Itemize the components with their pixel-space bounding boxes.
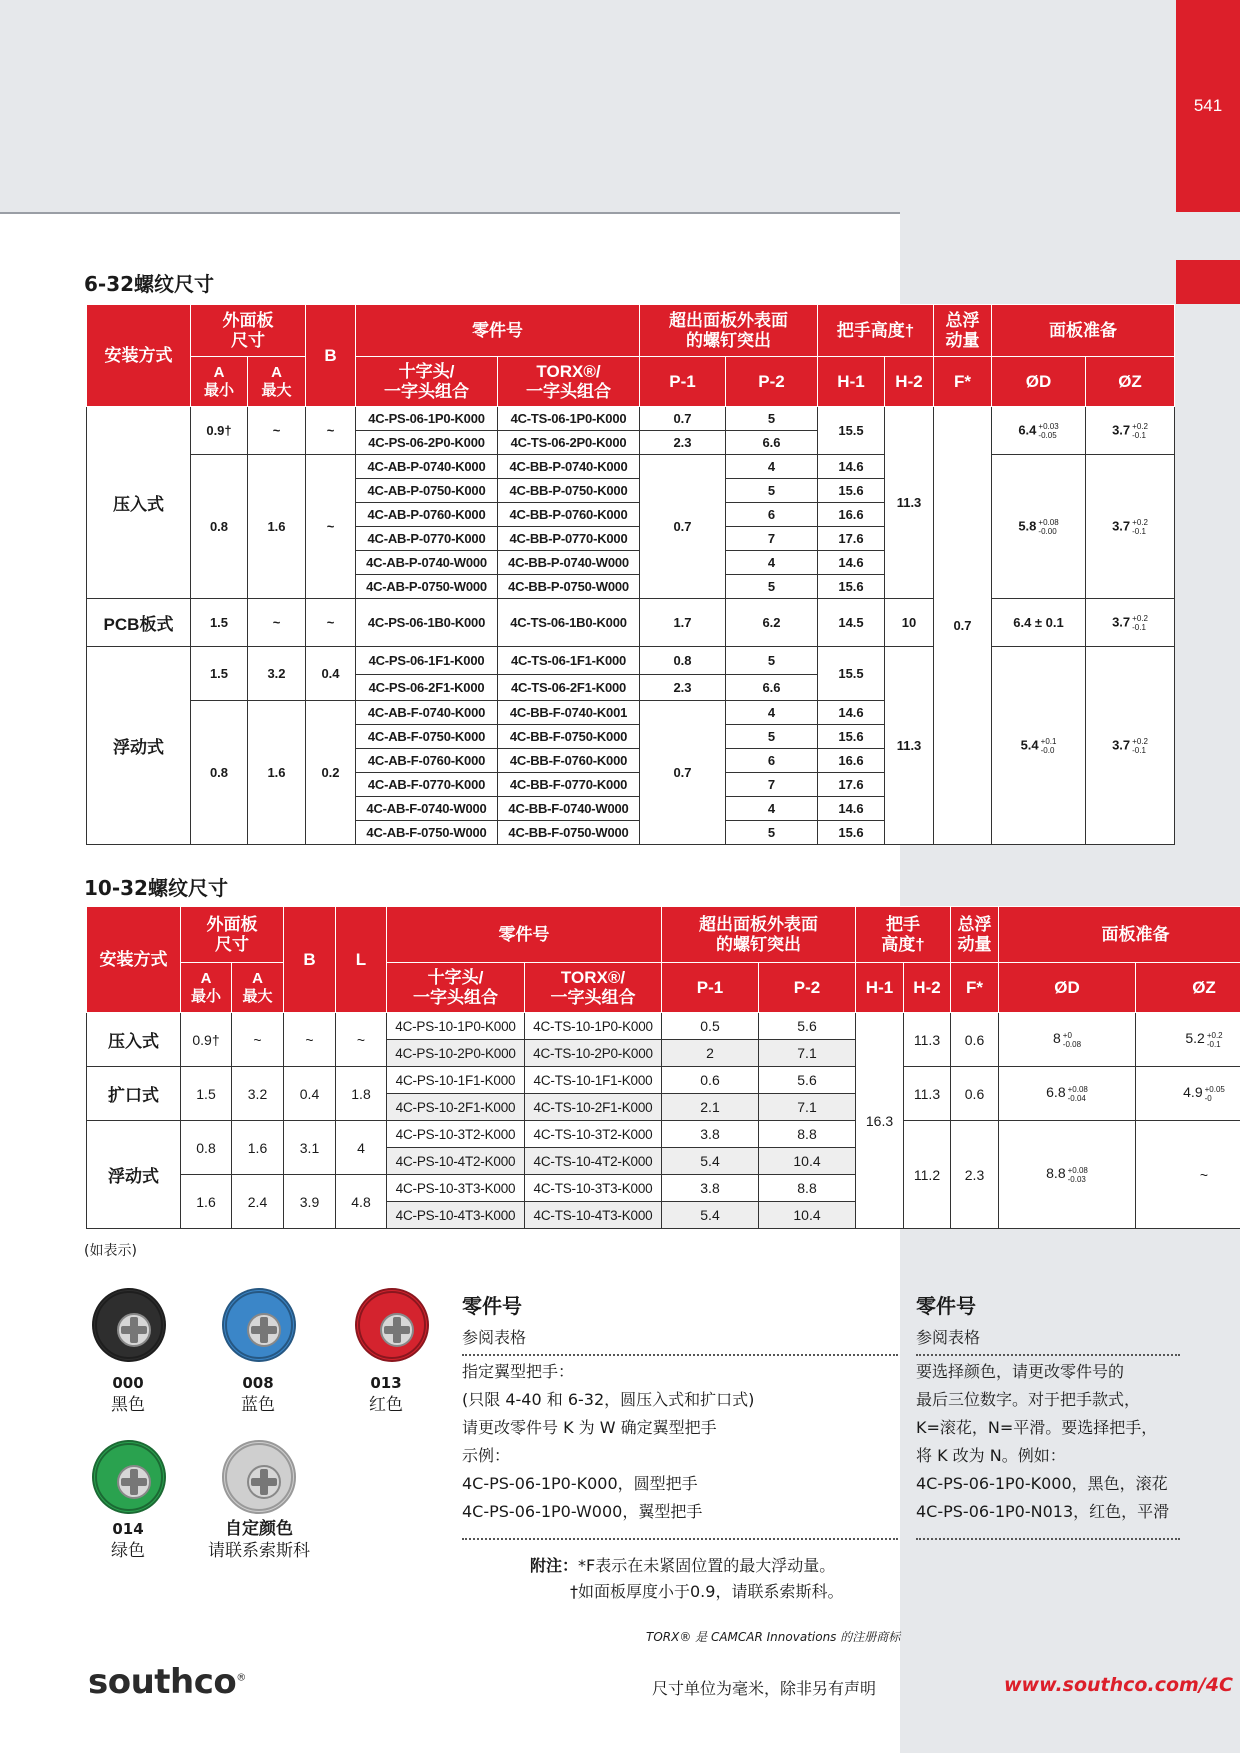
cell: ~ <box>306 455 356 599</box>
h-float: 总浮 动量 <box>951 907 999 963</box>
cell: 2.4 <box>232 1175 284 1229</box>
mid-body <box>462 1358 754 1526</box>
cell: 4 <box>336 1121 387 1175</box>
part-number: 4C-PS-06-2P0-K000 <box>356 431 498 455</box>
cell: 6 <box>726 749 818 773</box>
footnote <box>530 1553 843 1605</box>
part-number: 4C-BB-P-0750-K000 <box>498 479 640 503</box>
cell: ~ <box>248 407 306 455</box>
mid-heading: 零件号 <box>462 1294 522 1318</box>
cell: 3.2 <box>248 647 306 701</box>
table-row <box>87 599 1175 647</box>
footnote-line: *F表示在未紧固位置的最大浮动量。 <box>578 1556 836 1575</box>
cell: 8.8 <box>759 1175 856 1202</box>
swatch-label-013: 013 红色 <box>369 1374 403 1415</box>
cell: ~ <box>284 1013 336 1067</box>
part-number: 4C-BB-F-0760-K000 <box>498 749 640 773</box>
part-number: 4C-BB-F-0740-W000 <box>498 797 640 821</box>
part-number: 4C-TS-10-3T2-K000 <box>525 1121 662 1148</box>
cell: ~ <box>248 599 306 647</box>
table-row <box>87 1013 1240 1040</box>
h-p1: P-1 <box>662 963 759 1013</box>
part-number: 4C-TS-06-2P0-K000 <box>498 431 640 455</box>
cell: 1.5 <box>181 1067 232 1121</box>
cell: 15.5 <box>818 647 885 701</box>
h-z: ØZ <box>1086 357 1175 407</box>
cell: 5 <box>726 725 818 749</box>
part-number: 4C-AB-P-0740-K000 <box>356 455 498 479</box>
cell: 0.6 <box>662 1067 759 1094</box>
h-panel: 面板准备 <box>992 305 1175 357</box>
group-flare: 扩口式 <box>87 1067 181 1121</box>
cell: 1.6 <box>181 1175 232 1229</box>
part-number: 4C-PS-10-3T2-K000 <box>387 1121 525 1148</box>
h-p1: P-1 <box>640 357 726 407</box>
cell: 5.6 <box>759 1013 856 1040</box>
part-number: 4C-PS-10-2F1-K000 <box>387 1094 525 1121</box>
cell-d: 8.8 +0.08 -0.03 <box>999 1121 1136 1229</box>
part-number: 4C-AB-P-0750-K000 <box>356 479 498 503</box>
h-h1: H-1 <box>818 357 885 407</box>
part-number: 4C-BB-P-0740-W000 <box>498 551 640 575</box>
section-title-10-32: 10-32螺纹尺寸 <box>84 876 228 900</box>
cell: 14.5 <box>818 599 885 647</box>
part-number: 4C-TS-10-1P0-K000 <box>525 1013 662 1040</box>
divider <box>916 1538 1180 1540</box>
cell-d: 6.8 +0.08 -0.04 <box>999 1067 1136 1121</box>
cell: 2.3 <box>640 431 726 455</box>
part-number: 4C-PS-06-1F1-K000 <box>356 647 498 675</box>
part-number: 4C-BB-P-0750-W000 <box>498 575 640 599</box>
table-row <box>87 407 1175 431</box>
knob-blue-icon <box>222 1288 296 1362</box>
swatch-label-000: 000 黑色 <box>111 1374 145 1415</box>
h-torx: TORX®/ 一字头组合 <box>498 357 640 407</box>
cell: 1.6 <box>248 455 306 599</box>
text-line: 4C-PS-06-1P0-N013，红色，平滑 <box>916 1502 1170 1521</box>
cell: 10 <box>885 599 934 647</box>
cell: 11.3 <box>904 1067 951 1121</box>
cell: 4 <box>726 701 818 725</box>
knob-black-icon <box>92 1288 166 1362</box>
cell: 4 <box>726 455 818 479</box>
cell: 17.6 <box>818 773 885 797</box>
cell: 14.6 <box>818 797 885 821</box>
h-f: F* <box>951 963 999 1013</box>
part-number: 4C-BB-F-0770-K000 <box>498 773 640 797</box>
cell: 10.4 <box>759 1202 856 1229</box>
h-phillips: 十字头/ 一字头组合 <box>356 357 498 407</box>
part-number: 4C-BB-F-0740-K001 <box>498 701 640 725</box>
cell: 11.2 <box>904 1121 951 1229</box>
group-pcb: PCB板式 <box>87 599 191 647</box>
right-heading: 零件号 <box>916 1294 976 1318</box>
cell: 5.6 <box>759 1067 856 1094</box>
cell: 0.7 <box>934 407 992 845</box>
cell: 0.6 <box>951 1013 999 1067</box>
cell: 11.3 <box>885 407 934 599</box>
cell: 5.4 <box>662 1148 759 1175</box>
h-b: B <box>284 907 336 1013</box>
swatch-label-014: 014 绿色 <box>111 1520 145 1561</box>
cell: 2.3 <box>951 1121 999 1229</box>
part-number: 4C-AB-F-0770-K000 <box>356 773 498 797</box>
part-number: 4C-TS-10-1F1-K000 <box>525 1067 662 1094</box>
cell-z: 3.7 +0.2 -0.1 <box>1086 647 1175 845</box>
cell: 5 <box>726 821 818 845</box>
cell-z: ~ <box>1136 1121 1240 1229</box>
cell: 7 <box>726 773 818 797</box>
knob-red-icon <box>355 1288 429 1362</box>
knob-custom-icon <box>222 1440 296 1514</box>
units-note: 尺寸单位为毫米，除非另有声明 <box>652 1679 877 1698</box>
cell: 0.8 <box>191 701 248 845</box>
as-shown-note: (如表示) <box>84 1243 137 1259</box>
part-number: 4C-PS-06-1B0-K000 <box>356 599 498 647</box>
cell: 7 <box>726 527 818 551</box>
text-line: 要选择颜色，请更改零件号的 <box>916 1362 1125 1381</box>
cell: 1.6 <box>232 1121 284 1175</box>
cell: 5 <box>726 407 818 431</box>
cell: 6.6 <box>726 431 818 455</box>
cell: 1.7 <box>640 599 726 647</box>
text-line: 4C-PS-06-1P0-K000，圆型把手 <box>462 1474 698 1493</box>
cell: 6 <box>726 503 818 527</box>
cell: 7.1 <box>759 1040 856 1067</box>
h-handle: 把手高度† <box>818 305 934 357</box>
cell-d: 5.8 +0.08 -0.00 <box>992 455 1086 599</box>
part-number: 4C-BB-P-0760-K000 <box>498 503 640 527</box>
h-a-min: A 最小 <box>191 357 248 407</box>
h-p2: P-2 <box>759 963 856 1013</box>
part-number: 4C-BB-F-0750-W000 <box>498 821 640 845</box>
part-number: 4C-TS-06-1P0-K000 <box>498 407 640 431</box>
cell: 8.8 <box>759 1121 856 1148</box>
h-part: 零件号 <box>387 907 662 963</box>
cell: 0.7 <box>640 455 726 599</box>
cell: 16.6 <box>818 503 885 527</box>
cell: 15.6 <box>818 821 885 845</box>
divider <box>462 1538 898 1540</box>
part-number: 4C-PS-06-2F1-K000 <box>356 675 498 701</box>
cell: 16.3 <box>856 1013 904 1229</box>
h-handle: 把手 高度† <box>856 907 951 963</box>
part-number: 4C-TS-10-4T2-K000 <box>525 1148 662 1175</box>
cell: 1.5 <box>191 599 248 647</box>
cell: 0.8 <box>181 1121 232 1175</box>
cell: 6.6 <box>726 675 818 701</box>
cell: 10.4 <box>759 1148 856 1175</box>
cell: 1.6 <box>248 701 306 845</box>
cell: 4.8 <box>336 1175 387 1229</box>
table-row <box>87 455 1175 479</box>
h-a-min: A 最小 <box>181 963 232 1013</box>
cell: ~ <box>306 599 356 647</box>
h-d: ØD <box>999 963 1136 1013</box>
part-number: 4C-AB-P-0770-K000 <box>356 527 498 551</box>
knob-green-icon <box>92 1440 166 1514</box>
h-protrude: 超出面板外表面 的螺钉突出 <box>662 907 856 963</box>
text-line: 示例： <box>462 1446 511 1465</box>
cell: 4 <box>726 551 818 575</box>
part-number: 4C-TS-10-4T3-K000 <box>525 1202 662 1229</box>
cell: ~ <box>336 1013 387 1067</box>
cell: 3.8 <box>662 1121 759 1148</box>
header-band <box>0 0 1240 214</box>
cell: 0.7 <box>640 701 726 845</box>
cell-d: 8 +0 -0.08 <box>999 1013 1136 1067</box>
website-link[interactable]: www.southco.com/4C <box>1004 1674 1233 1696</box>
cell-z: 4.9 +0.05 -0 <box>1136 1067 1240 1121</box>
cell: 0.9† <box>191 407 248 455</box>
cell: 1.8 <box>336 1067 387 1121</box>
part-number: 4C-AB-F-0750-W000 <box>356 821 498 845</box>
h-panel: 面板准备 <box>999 907 1240 963</box>
cell: 5 <box>726 575 818 599</box>
cell: 15.6 <box>818 725 885 749</box>
section-title-6-32: 6-32螺纹尺寸 <box>84 272 215 296</box>
h-outer: 外面板 尺寸 <box>191 305 306 357</box>
cell: 3.9 <box>284 1175 336 1229</box>
part-number: 4C-BB-P-0770-K000 <box>498 527 640 551</box>
h-mount: 安装方式 <box>87 305 191 407</box>
part-number: 4C-PS-10-4T3-K000 <box>387 1202 525 1229</box>
cell: 6.2 <box>726 599 818 647</box>
cell: 3.2 <box>232 1067 284 1121</box>
part-number: 4C-PS-06-1P0-K000 <box>356 407 498 431</box>
part-number: 4C-BB-P-0740-K000 <box>498 455 640 479</box>
cell: 14.6 <box>818 455 885 479</box>
part-number: 4C-TS-10-2P0-K000 <box>525 1040 662 1067</box>
text-line: 指定翼型把手： <box>462 1362 575 1381</box>
cell: 0.5 <box>662 1013 759 1040</box>
table-row <box>87 647 1175 675</box>
cell: 15.6 <box>818 575 885 599</box>
h-outer: 外面板 尺寸 <box>181 907 284 963</box>
cell: 0.6 <box>951 1067 999 1121</box>
cell-z: 3.7 +0.2 -0.1 <box>1086 455 1175 599</box>
cell: 11.3 <box>885 647 934 845</box>
text-line: 请更改零件号 K 为 W 确定翼型把手 <box>462 1418 717 1437</box>
southco-logo: southco® <box>88 1662 246 1702</box>
cell: 2.3 <box>640 675 726 701</box>
text-line: 4C-PS-06-1P0-W000，翼型把手 <box>462 1502 703 1521</box>
part-number: 4C-BB-F-0750-K000 <box>498 725 640 749</box>
cell-d: 5.4 +0.1 -0.0 <box>992 647 1086 845</box>
h-f: F* <box>934 357 992 407</box>
h-h1: H-1 <box>856 963 904 1013</box>
h-mount: 安装方式 <box>87 907 181 1013</box>
cell: 3.1 <box>284 1121 336 1175</box>
text-line: 将 K 改为 N。例如： <box>916 1446 1066 1465</box>
part-number: 4C-PS-10-1F1-K000 <box>387 1067 525 1094</box>
divider <box>462 1354 898 1356</box>
part-number: 4C-PS-10-2P0-K000 <box>387 1040 525 1067</box>
part-number: 4C-PS-10-3T3-K000 <box>387 1175 525 1202</box>
cell: 7.1 <box>759 1094 856 1121</box>
cell: 16.6 <box>818 749 885 773</box>
text-line: (只限 4-40 和 6-32，圆压入式和扩口式) <box>462 1390 755 1409</box>
divider <box>916 1354 1180 1356</box>
cell: 4 <box>726 797 818 821</box>
h-d: ØD <box>992 357 1086 407</box>
part-number: 4C-AB-P-0760-K000 <box>356 503 498 527</box>
swatch-label-008: 008 蓝色 <box>241 1374 275 1415</box>
right-body <box>916 1358 1169 1526</box>
cell: 3.8 <box>662 1175 759 1202</box>
part-number: 4C-TS-06-1B0-K000 <box>498 599 640 647</box>
part-number: 4C-AB-P-0740-W000 <box>356 551 498 575</box>
cell-d: 6.4 ± 0.1 <box>992 599 1086 647</box>
group-floating: 浮动式 <box>87 1121 181 1229</box>
part-number: 4C-TS-10-3T3-K000 <box>525 1175 662 1202</box>
h-part: 零件号 <box>356 305 640 357</box>
mid-subheading: 参阅表格 <box>462 1328 527 1347</box>
part-number: 4C-PS-10-1P0-K000 <box>387 1013 525 1040</box>
cell-z: 3.7 +0.2 -0.1 <box>1086 407 1175 455</box>
part-number: 4C-AB-F-0740-K000 <box>356 701 498 725</box>
cell-d: 6.4 +0.03 -0.05 <box>992 407 1086 455</box>
h-z: ØZ <box>1136 963 1240 1013</box>
cell: 5 <box>726 647 818 675</box>
cell: 5.4 <box>662 1202 759 1229</box>
h-torx: TORX®/ 一字头组合 <box>525 963 662 1013</box>
cell: 11.3 <box>904 1013 951 1067</box>
cell: ~ <box>232 1013 284 1067</box>
cell: 14.6 <box>818 701 885 725</box>
part-number: 4C-TS-06-1F1-K000 <box>498 647 640 675</box>
cell: 0.2 <box>306 701 356 845</box>
part-number: 4C-TS-10-2F1-K000 <box>525 1094 662 1121</box>
right-subheading: 参阅表格 <box>916 1328 981 1347</box>
cell: 15.5 <box>818 407 885 455</box>
part-number: 4C-AB-F-0750-K000 <box>356 725 498 749</box>
h-a-max: A 最大 <box>232 963 284 1013</box>
cell: ~ <box>306 407 356 455</box>
part-number: 4C-PS-10-4T2-K000 <box>387 1148 525 1175</box>
cell-z: 3.7 +0.2 -0.1 <box>1086 599 1175 647</box>
cell: 2 <box>662 1040 759 1067</box>
cell: 0.8 <box>191 455 248 599</box>
h-float: 总浮 动量 <box>934 305 992 357</box>
part-number: 4C-AB-P-0750-W000 <box>356 575 498 599</box>
text-line: 4C-PS-06-1P0-K000，黑色，滚花 <box>916 1474 1168 1493</box>
part-number: 4C-TS-06-2F1-K000 <box>498 675 640 701</box>
table-10-32 <box>86 906 1240 1229</box>
cell-z: 5.2 +0.2 -0.1 <box>1136 1013 1240 1067</box>
cell: 1.5 <box>191 647 248 701</box>
cell: 17.6 <box>818 527 885 551</box>
group-press: 压入式 <box>87 1013 181 1067</box>
h-h2: H-2 <box>885 357 934 407</box>
part-number: 4C-AB-F-0740-W000 <box>356 797 498 821</box>
cell: 0.9† <box>181 1013 232 1067</box>
cell: 5 <box>726 479 818 503</box>
footnote-label: 附注： <box>530 1556 579 1575</box>
footnote-line: †如面板厚度小于0.9，请联系索斯科。 <box>570 1582 844 1601</box>
table-6-32 <box>86 304 1175 845</box>
trademark-note: TORX® 是 CAMCAR Innovations 的注册商标 <box>646 1630 901 1644</box>
cell: 15.6 <box>818 479 885 503</box>
cell: 0.4 <box>284 1067 336 1121</box>
cell: 2.1 <box>662 1094 759 1121</box>
cell: 0.8 <box>640 647 726 675</box>
h-protrude: 超出面板外表面 的螺钉突出 <box>640 305 818 357</box>
swatch-label-custom: 自定颜色 请联系索斯科 <box>208 1519 310 1561</box>
table-row <box>87 1121 1240 1148</box>
cell: 0.4 <box>306 647 356 701</box>
cell: 14.6 <box>818 551 885 575</box>
h-phillips: 十字头/ 一字头组合 <box>387 963 525 1013</box>
table-row <box>87 1067 1240 1094</box>
page-number: 541 <box>1193 96 1223 115</box>
part-number: 4C-AB-F-0760-K000 <box>356 749 498 773</box>
h-p2: P-2 <box>726 357 818 407</box>
h-h2: H-2 <box>904 963 951 1013</box>
section-tab <box>1176 260 1240 304</box>
cell: 0.7 <box>640 407 726 431</box>
text-line: K=滚花，N=平滑。要选择把手， <box>916 1418 1158 1437</box>
text-line: 最后三位数字。对于把手款式， <box>916 1390 1141 1409</box>
h-b: B <box>306 305 356 407</box>
h-l: L <box>336 907 387 1013</box>
group-press: 压入式 <box>87 407 191 599</box>
h-a-max: A 最大 <box>248 357 306 407</box>
group-floating: 浮动式 <box>87 647 191 845</box>
